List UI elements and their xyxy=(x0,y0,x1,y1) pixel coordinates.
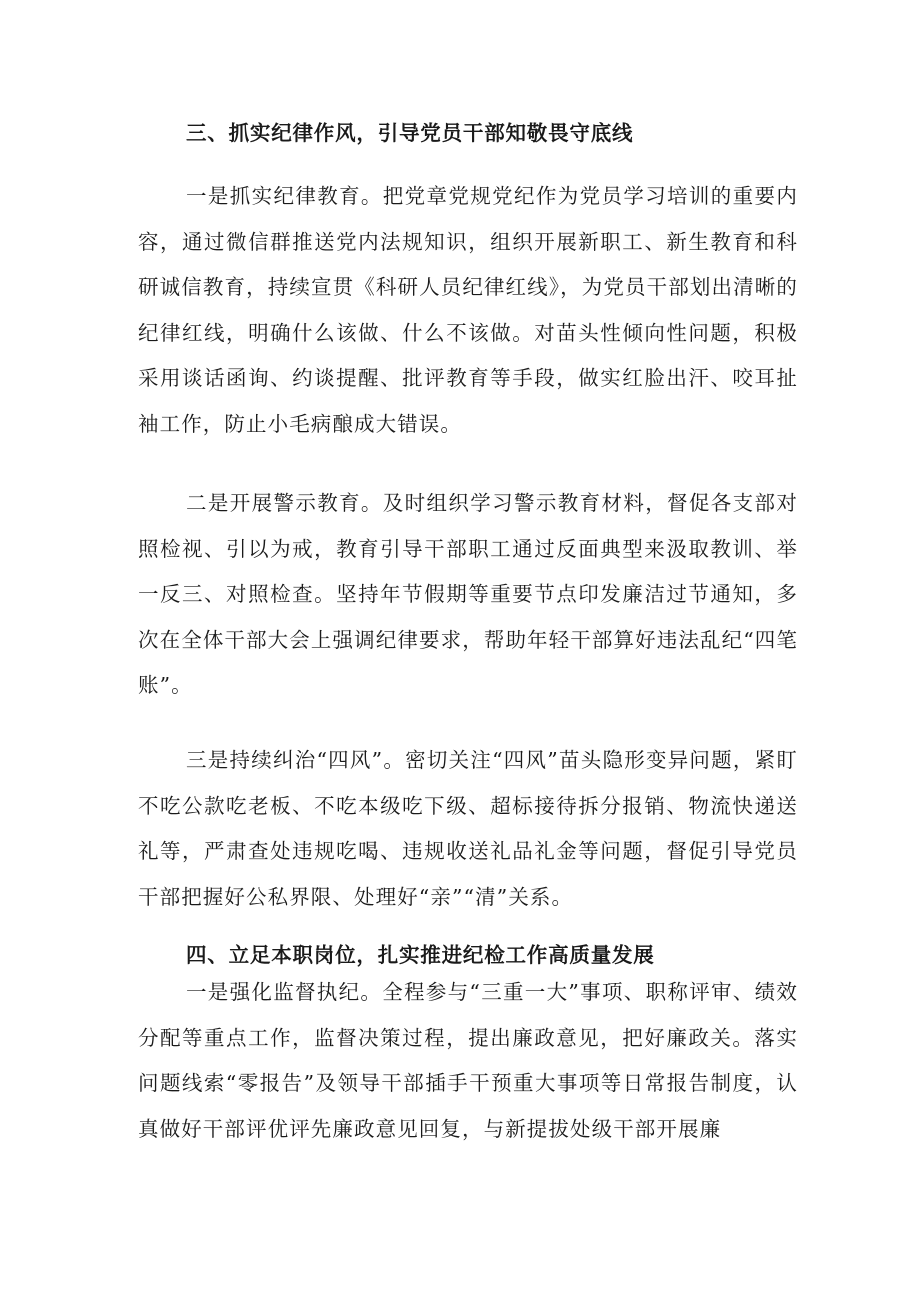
section-heading-3: 三、抓实纪律作风，引导党员干部知敬畏守底线 xyxy=(186,121,634,145)
paragraph-supervision: 一是强化监督执纪。全程参与“三重一大”事项、职称评审、绩效分配等重点工作，监督决策过程，提出廉政意见，把好廉政关。落实问题线索“零报告”及领导干部插手干预重大事项等日常报告制度，认真做好干部评优评先廉政意见回复，与新提拔处级干部开展廉 xyxy=(138,980,798,1141)
section-heading-4: 四、立足本职岗位，扎实推进纪检工作高质量发展 xyxy=(186,943,655,967)
paragraph-discipline-education: 一是抓实纪律教育。把党章党规党纪作为党员学习培训的重要内容，通过微信群推送党内法规知识，组织开展新职工、新生教育和科研诚信教育，持续宣贯《科研人员纪律红线》，为党员干部划出清晰的纪律红线，明确什么该做、什么不该做。对苗头性倾向性问题，积极采用谈话函询、约谈提醒、批评教育等手段，做实红脸出汗、咬耳扯袖工作，防止小毛病酿成大错误。 xyxy=(138,184,798,436)
paragraph-warning-education: 二是开展警示教育。及时组织学习警示教育材料，督促各支部对照检视、引以为戒，教育引导干部职工通过反面典型来汲取教训、举一反三、对照检查。坚持年节假期等重要节点印发廉洁过节通知，多次在全体干部大会上强调纪律要求，帮助年轻干部算好违法乱纪“四笔账”。 xyxy=(138,491,798,697)
paragraph-four-winds: 三是持续纠治“四风”。密切关注“四风”苗头隐形变异问题，紧盯不吃公款吃老板、不吃本级吃下级、超标接待拆分报销、物流快递送礼等，严肃查处违规吃喝、违规收送礼品礼金等问题，督促引导党员干部把握好公私界限、处理好“亲”“清”关系。 xyxy=(138,748,798,909)
